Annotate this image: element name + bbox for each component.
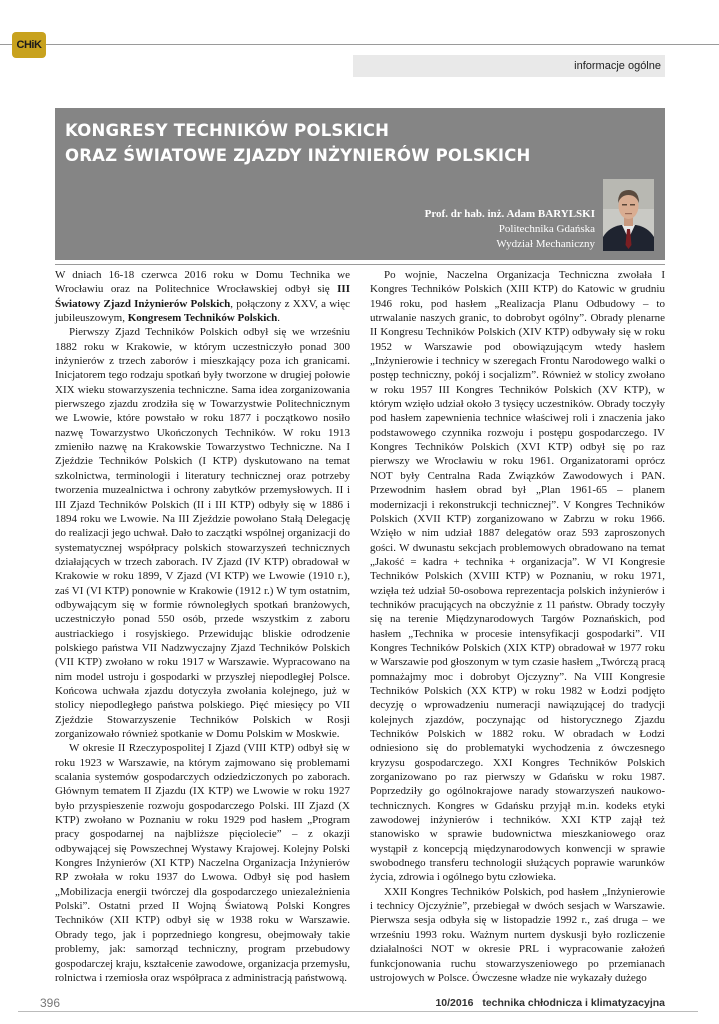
author-affiliation-university: Politechnika Gdańska (498, 223, 595, 235)
article-column-left (55, 268, 350, 985)
article-title-line-1: KONGRESY TECHNIKÓW POLSKICH (65, 121, 390, 140)
header-rule (0, 44, 719, 45)
article-title-line-2: ORAZ ŚWIATOWE ZJAZDY INŻYNIERÓW POLSKICH (65, 146, 531, 165)
journal-logo-text: CHiK (16, 39, 42, 51)
journal-footer (435, 997, 665, 1009)
paragraph: Po wojnie, Naczelna Organizacja Techniczna zwołała I Kongres Techników Polskich (XIII KTP) do Katowic w grudniu 1946 roku, pod hasłem „Realizacja Planu Odbudowy – to utrwalanie naszych granic, to dobrobyt ogólny”. Obrady plenarne II Kongresu Techników Polskich (XIV KTP) odbywały się w roku 1952 w Warszawie pod obowiązującym wtedy hasłem „Inżynierowie i technicy w szeregach Frontu Narodowego walki o postęp techniczny, pokój i socjalizm”. Również w stolicy zwołano w roku 1957 III Kongres Techników Polskich (XV KTP), w którym wzięło udział około 3 tysięcy uczestników. Obrady toczyły pod hasłem zapewnienia technice właściwej roli i znaczenia jako podstawowego czynnika rozwoju i postępu gospodarczego. IV Kongres Techników Polskich (XVI KTP) odbył się po raz pierwszy we Wrocławiu w roku 1961. Organizatorami oprócz NOT były Centralna Rada Związków Zawodowych i PAN. Przewodnim hasłem obrad był „Plan 1961-65 – planem modernizacji i rekonstrukcji technicznej”. V Kongres Techników Polskich (XVII KTP) zorganizowano w Zabrzu w roku 1966. Wzięło w nim udział 1887 delegatów oraz 593 zaproszonych gości. W dwunastu sekcjach problemowych obradowano na temat „Jakość = kadra + technika + organizacja”. W VI Kongresie Techników Polskich (XVIII KTP) w Poznaniu, w roku 1971, wzięła też udział 50-osobowa reprezentacja polskich inżynierów i techników pracujących na obczyźnie z 11 państw. Obrady toczyły się na terenie Międzynarodowych Targów Poznańskich, pod hasłem „Technika w procesie intensyfikacji gospodarki”. VII Kongres Techników Polskich (XIX KTP) obradował w 1977 roku w Warszawie pod głoszonym w tym czasie hasłem „Twórczą pracą pomnażajmy moc i dobrobyt Ojczyzny”. Na VIII Kongresie Techników Polskich (XX KTP) w roku 1982 w Łodzi podjęto decyzję o wprowadzeniu numeracji nawiązującej do tradycji kolejnych zjazdów, poczynając od historycznego Zjazdu Techników Polskich w 1882 roku. W obradach w Łodzi odniesiono się do problematyki wychodzenia z ówczesnego kryzysu gospodarczego. XXI Kongres Techników Polskich zorganizowano po raz pierwszy w Gdańsku w roku 1987. Poprzedziły go ogólnokrajowe narady stowarzyszeń naukowo-technicznych. Kongres w Gdańsku przyjął m.in. kodeks etyki zawodowej inżynierów i techników. XXI KTP zajął też stanowisko w sprawie budownictwa mieszkaniowego oraz wystąpił z koncepcją międzynarodowych konwencji w sprawie swobodnego transferu technologii służących poprawie warunków życia, zdrowia i ogólnego bytu człowieka. (370, 269, 665, 884)
footer-rule (18, 1011, 698, 1012)
title-banner (55, 108, 665, 260)
issue-number: 10/2016 (435, 997, 474, 1009)
author-block (425, 207, 595, 252)
paragraph: Pierwszy Zjazd Techników Polskich odbył się we wrześniu 1882 roku w Krakowie, w którym uczestniczyło ponad 300 inżynierów z trzech zaborów i mieszkający poza ich granicami. Inicjatorem tego rodzaju spotkań były tworzone w drugiej połowie XIX wieku stowarzyszenia techniczne. Sama idea zorganizowania pierwszego zjazdu zrodziła się w Towarzystwie Politechnicznym we Lwowie, które powstało w roku 1877 i początkowo nosiło nazwę Towarzystwo Ukończonych Techników. W roku 1913 zmieniło nazwę na Krakowskie Towarzystwo Techniczne. Na I Zjeździe Techników Polskich (I KTP) dyskutowano na temat szkolnictwa, terminologii i literatury technicznej oraz potrzeby tworzenia muzealnictwa i ochrony zabytków przemysłowych. II i III Zjazd Techników Polskich (II i III KTP) odbyły się w 1886 i 1894 roku we Lwowie. Na III Zjeździe powołano Stałą Delegację do realizacji jego uchwał. Dało to zaczątki wspólnej organizacji do systematycznej współpracy polskich stowarzyszeń technicznych działających w trzech zaborach. IV Zjazd (IV KTP) obradował w Krakowie w roku 1899, V Zjazd (VI KTP) we Lwowie (1910 r.), zaś VI (VI KTP) ponownie w Krakowie (1912 r.) W tym ostatnim, odbywającym się w formie równoległych spotkań branżowych, uczestniczyło ponad 550 osób, przede wszystkim z zaboru austriackiego i rosyjskiego. Przewidując bliskie odrodzenie polskiego państwa VII Nadzwyczajny Zjazd Techników Polskich (VII KTP) zwołano w roku 1917 w Warszawie. Wypracowano na nim model ustroju i gospodarki w przyszłej niepodległej Polsce. Końcowa uchwała zjazdu dotyczyła zwołania kolejnego, już w stolicy niepodległego państwa polskiego. Pięć miesięcy po VII Zjeździe Stowarzyszenie Techników Polskich w Rosji zorganizowało również spotkanie w Domu Polskim w Moskwie. (55, 326, 350, 740)
journal-logo (12, 32, 46, 58)
paragraph: W dniach 16-18 czerwca 2016 roku w Domu Technika we Wrocławiu oraz na Politechnice Wrocławskiej odbył się III Światowy Zjazd Inżynierów Polskich, połączony z XXV, a więc jubileuszowym, Kongresem Techników Polskich. (55, 269, 350, 325)
page-number: 396 (40, 996, 61, 1010)
title-rule (55, 264, 665, 265)
author-name: Prof. dr hab. inż. Adam BARYLSKI (424, 208, 595, 220)
article-title (65, 118, 531, 168)
author-photo (603, 179, 654, 251)
paragraph: XXII Kongres Techników Polskich, pod hasłem „Inżynierowie i technicy Ojczyźnie”, przebiegał w dwóch sesjach w Warszawie. Pierwsza sesja odbyła się w listopadzie 1992 r., zaś druga – we wrześniu 1993 roku. Ważnym nurtem dyskusji było rozliczenie działalności NOT w okresie PRL i wypracowanie założeń funkcjonowania ruchu stowarzyszeniowego po przemianach ustrojowych w Polsce. Ówczesne władze nie wykazały dużego (370, 885, 665, 984)
author-affiliation-faculty: Wydział Mechaniczny (496, 238, 595, 250)
journal-name: technika chłodnicza i klimatyzacyjna (482, 997, 665, 1009)
article-column-right (370, 268, 665, 985)
paragraph: W okresie II Rzeczypospolitej I Zjazd (VIII KTP) odbył się w roku 1923 w Warszawie, na którym zajmowano się problemami scalania systemów gospodarczych odziedziczonych po zaborach. Głównym tematem II Zjazdu (IX KTP) we Lwowie w roku 1927 było przyspieszenie rozwoju gospodarczego Polski. III Zjazd (X KTP) zwołano w Poznaniu w roku 1929 pod hasłem „Program pracy gospodarnej na najbliższe pięciolecie” – z okazji odbywającej się Powszechnej Wystawy Krajowej. Kolejny Polski Kongres Inżynierów (XI KTP) Naczelna Organizacja Inżynierów RP zwołała w roku 1937 do Lwowa. Odbył się pod hasłem „Mobilizacja energii twórczej dla gospodarczego uniezależnienia Polski”. Ostatni przed II Wojną Światową Polski Kongres Techników (XII KTP) odbył się w 1938 roku w Warszawie. Obrady tego, jak i poprzedniego kongresu, obejmowały takie problemy, jak: samorząd techniczny, program przebudowy gospodarczej kraju, kształcenie zawodowe, organizacja przemysłu, rolnictwa i rzemiosła oraz współpraca z administracją państwową. (55, 742, 350, 984)
section-label: informacje ogólne (353, 55, 665, 77)
